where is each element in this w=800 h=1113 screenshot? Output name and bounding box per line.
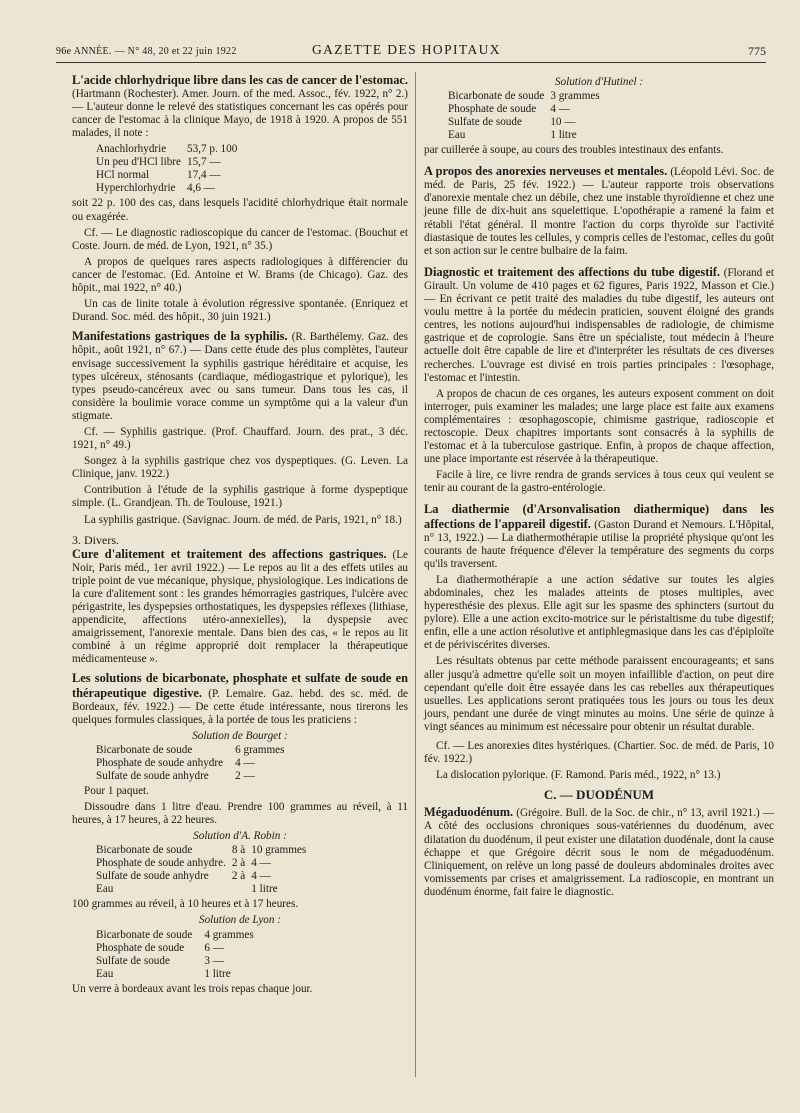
- article-source: (Léopold Lévi. Soc. de méd. de Paris, 25 fév. 1922.): [424, 166, 775, 192]
- article-body: — Le repos au lit a des effets utiles au triple point de vue mécanique, physique, physiologique. Les indications de la cure d'alitement sont : les grandes hémorragies gastriques, l'ulcère avec périgastrite, les dyspepsies orthostatiques, les dyspepsies réflexes (lithiase, appendicite, affections utéro-annexielles), la dyspepsie avec amaigrissement, l'anorexie mentale. Dans bien des cas, « le repos au lit combiné à un régime approprié doit remplacer la thérapeutique médicamenteuse ».: [72, 561, 409, 666]
- formula-note: 100 grammes au réveil, à 10 heures et à 17 heures.: [72, 898, 299, 911]
- cf-note: Cf. — Les anorexies dites hystériques. (Chartier. Soc. de méd. de Paris, 10 fév. 1922.): [424, 740, 774, 766]
- ingredient-range: 2 à: [231, 857, 246, 870]
- article-title: La diathermie (d'Arsonvalisation diathermique) dans les affections de l'appareil digestif.: [424, 502, 774, 531]
- article-title: Cure d'alitement et traitement des affections gastriques.: [72, 546, 387, 561]
- ingredient-name: Sulfate de soude anhydre: [96, 769, 209, 782]
- article-source: (Florand et Girault. Un volume de 410 pages et 62 figures, Paris 1922, Masson et Cie.): [424, 266, 775, 292]
- article-anorexie: [424, 165, 774, 258]
- article-solutions: [72, 672, 408, 726]
- cf-note: Songez à la syphilis gastrique chez vos dyspeptiques. (G. Leven. La Clinique, janv. 1922.): [72, 455, 408, 481]
- ingredient-amount: 6 grammes: [235, 743, 285, 756]
- section-heading: 3. Divers.: [72, 532, 119, 547]
- formula-note: par cuillerée à soupe, au cours des troubles intestinaux des enfants.: [424, 144, 724, 157]
- ingredient-amount: 1 litre: [204, 967, 231, 980]
- formula-note: Pour 1 paquet.: [84, 784, 149, 797]
- article-body: — A côté des occlusions chroniques sous-vatériennes du duodénum, avec dilatation du duodénum, il peut exister une dilatation duodénale, dont la cause échappe et que Grégoire décrit sous le nom de mégaduodénum. Cliniquement, on relève un long passé de douleurs abdominales droites avec vomissements par crises et amaigrissement. La radioscopie, en montrant un duodénum énorme, fait faire le diagnostic.: [424, 807, 774, 898]
- ingredient-range: [226, 883, 245, 896]
- table-row: [96, 757, 284, 770]
- stat-value: 53,7 p. 100: [186, 143, 238, 156]
- ingredient-amount: 4 —: [550, 103, 570, 116]
- stat-value: 15,7 —: [186, 156, 221, 169]
- article-source: (P. Lemaire. Gaz. hebd. des sc. méd. de Bordeaux, fév. 1922.): [72, 687, 408, 713]
- table-row: [96, 770, 284, 783]
- ingredient-name: Eau: [96, 883, 114, 896]
- ingredient-amount: 4 —: [251, 857, 271, 870]
- table-row: [96, 857, 306, 870]
- article-title: L'acide chlorhydrique libre dans les cas de cancer de l'estomac.: [72, 73, 408, 87]
- article-body: A propos de chacun de ces organes, les auteurs exposent comment on doit interroger, puis examiner les malades; une large place est faite aux examens complémentaires : œsophagoscopie, chimisme gastrique, radioscopie et rectoscopie. Deux chapitres importants sont consacrés à la syphilis de l'estomac et à la tuberculose gastrique. Enfin, à propos de chaque affection, une place importante est réservée à la thérapeutique.: [424, 387, 774, 466]
- ingredient-amount: 10 grammes: [251, 844, 307, 857]
- formula-note: Un verre à bordeaux avant les trois repas chaque jour.: [72, 982, 313, 995]
- table-row: [448, 129, 600, 142]
- article-source: (Hartmann (Rochester). Amer. Journ. of the med. Assoc., fév. 1922, n° 2.): [72, 88, 408, 101]
- table-row: [96, 883, 306, 896]
- ingredient-name: Phosphate de soude: [96, 941, 185, 954]
- table-row: [96, 143, 237, 156]
- ingredient-name: Sulfate de soude: [448, 116, 522, 129]
- formula-note: Dissoudre dans 1 litre d'eau. Prendre 100 grammes au réveil, à 11 heures, à 17 heures, à 22 heures.: [72, 801, 408, 827]
- ingredient-name: Bicarbonate de soude: [96, 928, 193, 941]
- ingredient-amount: 4 grammes: [204, 928, 254, 941]
- ingredient-amount: 1 litre: [251, 883, 278, 896]
- table-row: [96, 182, 237, 195]
- cf-note: Un cas de linite totale à évolution régressive spontanée. (Enriquez et Durand. Soc. méd. des hôpit., 30 juin 1921.): [72, 298, 408, 324]
- article-title: A propos des anorexies nerveuses et mentales.: [424, 164, 668, 179]
- article-hcl: [72, 74, 408, 140]
- ingredient-name: Bicarbonate de soude: [96, 743, 193, 756]
- cf-note: A propos de quelques rares aspects radiologiques à différencier du cancer de l'estomac. (Ed. Antoine et W. Brams (de Chicago). Gaz. des hôpit., mai 1922, n° 40.): [72, 255, 408, 295]
- cf-note: La dislocation pylorique. (F. Ramond. Paris méd., 1922, n° 13.): [436, 769, 721, 782]
- article-title: Diagnostic et traitement des affections du tube digestif.: [424, 264, 721, 279]
- article-body: — Dans cette étude des plus complètes, l'auteur envisage successivement la syphilis gastrique héréditaire et acquise, les types ulcéreux, sténosants (cardiaque, médiogastrique et pylorique), les types pseudo-cancéreux avec ou sans tumeur. Dans tous les cas, il considère la boulimie vorace comme un symptôme qui a la valeur d'un stigmate.: [72, 344, 408, 422]
- article-source: (Le Noir, Paris méd., 1er avril 1922.): [72, 548, 408, 574]
- stat-value: 17,4 —: [186, 169, 221, 182]
- journal-title: GAZETTE DES HOPITAUX: [312, 42, 501, 57]
- table-row: [96, 156, 237, 169]
- ingredient-name: Phosphate de soude: [448, 103, 537, 116]
- ingredient-amount: 4 —: [251, 870, 271, 883]
- left-column: [72, 74, 408, 999]
- stat-label: HCl normal: [96, 169, 150, 182]
- article-title: Manifestations gastriques de la syphilis.: [72, 329, 288, 344]
- article-source: (Gaston Durand et Nemours. L'Hôpital, n° 13, 1922.): [424, 518, 775, 544]
- article-body: — En écrivant ce petit traité des maladies du tube digestif, les auteurs ont voulu mettre à la portée du médecin praticien, souvent éloigné des grands centres, les notions aujourd'hui indispensables de radiologie, de chimisme gastrique et de coprologie. Sans être un spécialiste, tout médecin à l'heure actuelle doit être capable de lire et d'interpréter les résultats de ces diverses recherches. L'ouvrage est divisé en trois parties principales : l'œsophage, l'estomac et l'intestin.: [424, 293, 774, 384]
- article-body: soit 22 p. 100 des cas, dans lesquels l'acidité chlorhydrique était normale ou exagérée.: [72, 197, 408, 223]
- page-header: [52, 40, 770, 62]
- article-alitement: [72, 548, 408, 667]
- cf-note: Cf. — Syphilis gastrique. (Prof. Chauffard. Journ. des prat., 3 déc. 1921, n° 49.): [72, 425, 408, 452]
- article-syphilis: [72, 330, 408, 423]
- stat-value: 4,6 —: [186, 182, 215, 195]
- article-body: — L'auteur donne le relevé des statistiques concernant les cas opérés pour cancer de l'estomac à la clinique Mayo, de 1918 à 1920. A propos de 551 malades, il note :: [72, 101, 408, 140]
- formula-table: [96, 844, 306, 896]
- stat-label: Anachlorhydrie: [96, 143, 167, 156]
- formula-table: [448, 90, 600, 142]
- ingredient-name: Sulfate de soude anhydre: [96, 870, 209, 883]
- ingredient-name: Eau: [448, 129, 466, 142]
- article-body: Les résultats obtenus par cette méthode paraissent encourageants; et sans aller jusqu'à admettre qu'elle soit un moyen infaillible d'action, on peut dire cependant qu'elle doit être essayée dans les cas rebelles aux thérapeutiques usuelles. Les applications seront pratiquées tous les jours ou tous les deux jours, pendant une durée de vingt minutes au moins. Une série de quinze à vingt séances au minimum est nécessaire pour obtenir un résultat durable.: [424, 655, 774, 733]
- ingredient-amount: 3 grammes: [550, 90, 600, 103]
- article-source: (Grégoire. Bull. de la Soc. de chir., n° 13, avril 1921.): [516, 807, 760, 820]
- article-diathermie: [424, 503, 774, 570]
- ingredient-range: 8 à: [231, 844, 246, 857]
- ingredient-name: Phosphate de soude anhydre: [96, 756, 224, 769]
- article-body: La diathermothérapie a une action sédative sur toutes les algies abdominales, chez les malades atteints de ptoses multiples, avec hyperesthésie des plexus. Elle agit sur les spasme des sphincters (surtout du pylore). Elle a une action excito-motrice sur le péristaltisme du tube digestif; enfin, elle a une action résolutive et antiphlegmasique dans les cas d'épiploïte et de périviscérites diverses.: [424, 573, 774, 652]
- ingredient-amount: 2 —: [235, 769, 255, 782]
- table-row: [448, 90, 600, 103]
- table-row: [448, 103, 600, 116]
- issue-info: 96e ANNÉE. — N° 48, 20 et 22 juin 1922: [56, 46, 237, 57]
- hcl-stats-table: [96, 143, 237, 195]
- ingredient-name: Phosphate de soude anhydre.: [96, 857, 226, 870]
- formula-title: Solution d'A. Robin :: [193, 830, 287, 843]
- column-divider: [415, 72, 416, 1077]
- stat-label: Hyperchlorhydrie: [96, 182, 176, 195]
- header-rule: [56, 62, 766, 63]
- formula-title: Solution de Bourget :: [192, 729, 288, 742]
- right-column: [424, 74, 774, 902]
- article-title: Les solutions de bicarbonate, phosphate et sulfate de soude en thérapeutique digestive.: [72, 671, 408, 700]
- ingredient-name: Eau: [96, 967, 114, 980]
- stat-label: Un peu d'HCl libre: [96, 156, 181, 169]
- table-row: [96, 929, 254, 942]
- article-body: — La diathermothérapie utilise la propriété physique qu'ont les courants de haute fréquence d'élever la température des segments du corps qu'ils traversent.: [424, 531, 775, 570]
- article-source: (R. Barthélemy. Gaz. des hôpit., août 1921, n° 67.): [72, 331, 409, 357]
- table-row: [96, 169, 237, 182]
- table-row: [96, 968, 254, 981]
- page-number: 775: [748, 44, 766, 58]
- cf-note: La syphilis gastrique. (Savignac. Journ. de méd. de Paris, 1921, n° 18.): [84, 513, 402, 526]
- table-row: [96, 844, 306, 857]
- article-megaduodenum: [424, 806, 774, 899]
- article-body: — L'auteur rapporte trois observations d'anorexie mentale chez un débile, chez une instable thyroïdienne et chez une jeune fille de dix-huit ans squelettique. L'opothérapie a ramené la faim et rétabli l'état général. Il montre l'action du corps thyroïde sur l'activité diastasique de toutes les cellules, y compris celles de l'estomac, celles du goût et son action sur le centre bulbaire de la faim.: [424, 179, 774, 257]
- table-row: [96, 955, 254, 968]
- article-body: — De cette étude intéressante, nous tirerons les quelques formules classiques, à la portée de tous les praticiens :: [72, 700, 409, 726]
- ingredient-name: Sulfate de soude: [96, 954, 170, 967]
- ingredient-amount: 10 —: [550, 116, 576, 129]
- article-tube-digestif: [424, 266, 774, 385]
- article-title: Mégaduodénum.: [424, 805, 514, 820]
- article-body: Facile à lire, ce livre rendra de grands services à tous ceux qui veulent se tenir au courant de la gastro-entérologie.: [424, 469, 774, 495]
- ingredient-amount: 1 litre: [550, 129, 577, 142]
- formula-title: Solution de Lyon :: [198, 914, 281, 927]
- ingredient-amount: 4 —: [235, 756, 255, 769]
- table-row: [448, 116, 600, 129]
- ingredient-name: Bicarbonate de soude: [448, 90, 545, 103]
- ingredient-range: 2 à: [231, 870, 246, 883]
- formula-table: [96, 744, 284, 783]
- cf-note: Contribution à l'étude de la syphilis gastrique à forme dyspeptique simple. (L. Grandjean. Th. de Toulouse, 1921.): [72, 484, 408, 510]
- formula-title: Solution d'Hutinel :: [554, 76, 644, 88]
- ingredient-amount: 6 —: [204, 941, 224, 954]
- formula-table: [96, 929, 254, 981]
- table-row: [96, 744, 284, 757]
- cf-note: Cf. — Le diagnostic radioscopique du cancer de l'estomac. (Bouchut et Coste. Journ. de méd. de Lyon, 1921, n° 35.): [72, 226, 408, 252]
- table-row: [96, 942, 254, 955]
- ingredient-amount: 3 —: [204, 954, 224, 967]
- section-heading: C. — DUODÉNUM: [543, 787, 655, 803]
- table-row: [96, 870, 306, 883]
- ingredient-name: Bicarbonate de soude: [96, 844, 193, 857]
